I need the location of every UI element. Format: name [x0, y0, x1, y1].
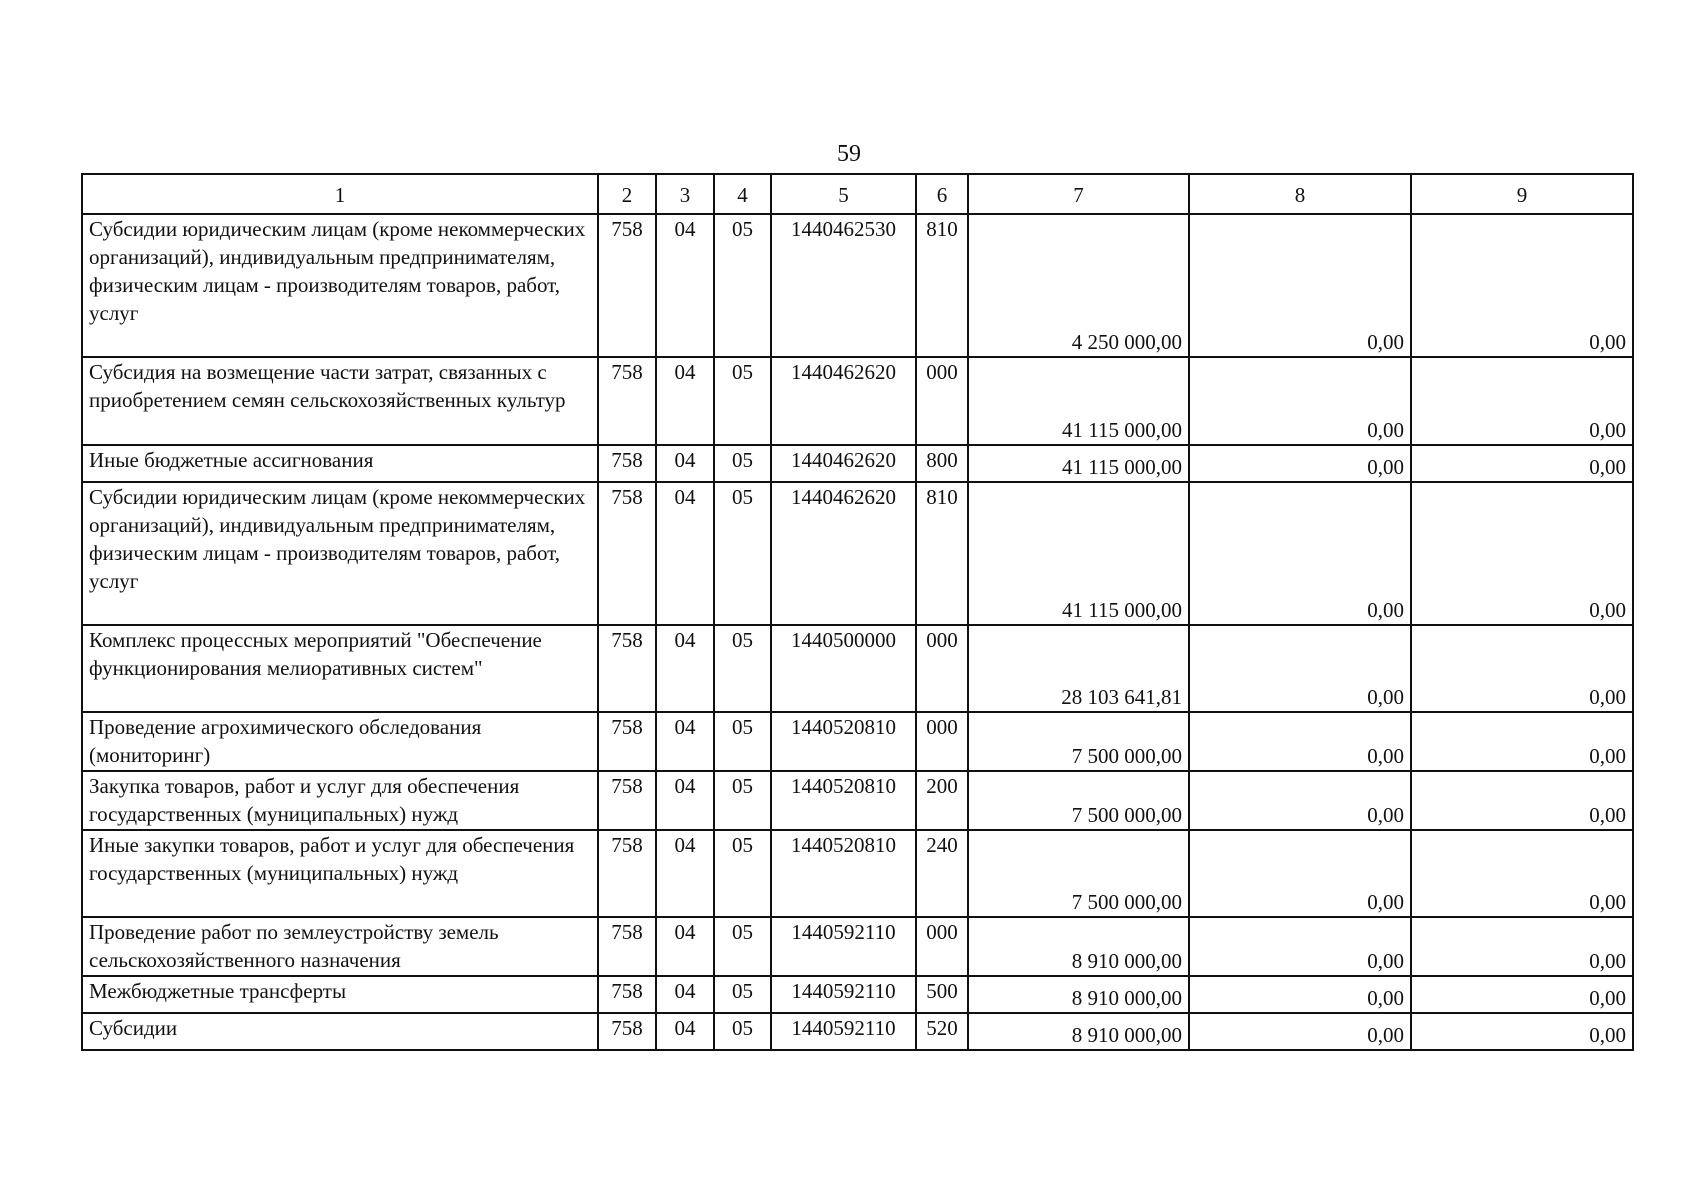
- section-code: 04: [656, 445, 714, 482]
- admin-code: 758: [598, 214, 656, 357]
- target-code: 1440500000: [771, 625, 916, 712]
- amount-col7: 7 500 000,00: [968, 830, 1189, 917]
- table-row: [82, 976, 1633, 1013]
- admin-code: 758: [598, 712, 656, 771]
- expense-type-code: 000: [916, 712, 968, 771]
- admin-code: 758: [598, 625, 656, 712]
- subsection-code: 05: [714, 771, 771, 830]
- amount-col9: 0,00: [1411, 830, 1633, 917]
- budget-table: [81, 173, 1634, 1051]
- admin-code: 758: [598, 976, 656, 1013]
- amount-col8: 0,00: [1189, 357, 1411, 445]
- column-header: 1: [82, 174, 598, 214]
- column-header: 7: [968, 174, 1189, 214]
- subsection-code: 05: [714, 976, 771, 1013]
- target-code: 1440592110: [771, 1013, 916, 1050]
- table-row: [82, 1013, 1633, 1050]
- admin-code: 758: [598, 771, 656, 830]
- amount-col9: 0,00: [1411, 1013, 1633, 1050]
- column-header: 9: [1411, 174, 1633, 214]
- amount-col8: 0,00: [1189, 712, 1411, 771]
- column-header: 8: [1189, 174, 1411, 214]
- amount-col8: 0,00: [1189, 917, 1411, 976]
- subsection-code: 05: [714, 214, 771, 357]
- admin-code: 758: [598, 917, 656, 976]
- column-header: 5: [771, 174, 916, 214]
- row-name: Проведение агрохимического обследования (мониторинг): [82, 712, 598, 771]
- section-code: 04: [656, 482, 714, 625]
- amount-col7: 8 910 000,00: [968, 1013, 1189, 1050]
- subsection-code: 05: [714, 917, 771, 976]
- row-name: Субсидия на возмещение части затрат, связанных с приобретением семян сельскохозяйственных культур: [82, 357, 598, 445]
- row-name: Субсидии юридическим лицам (кроме некоммерческих организаций), индивидуальным предпринимателям, физическим лицам - производителям товаров, работ, услуг: [82, 482, 598, 625]
- expense-type-code: 000: [916, 625, 968, 712]
- section-code: 04: [656, 976, 714, 1013]
- row-name: Комплекс процессных мероприятий "Обеспечение функционирования мелиоративных систем": [82, 625, 598, 712]
- target-code: 1440592110: [771, 917, 916, 976]
- amount-col7: 41 115 000,00: [968, 445, 1189, 482]
- amount-col7: 8 910 000,00: [968, 976, 1189, 1013]
- target-code: 1440462620: [771, 445, 916, 482]
- expense-type-code: 810: [916, 482, 968, 625]
- amount-col8: 0,00: [1189, 445, 1411, 482]
- target-code: 1440520810: [771, 712, 916, 771]
- section-code: 04: [656, 917, 714, 976]
- table-row: [82, 357, 1633, 445]
- table-row: [82, 445, 1633, 482]
- amount-col9: 0,00: [1411, 917, 1633, 976]
- amount-col7: 28 103 641,81: [968, 625, 1189, 712]
- amount-col7: 7 500 000,00: [968, 712, 1189, 771]
- amount-col9: 0,00: [1411, 625, 1633, 712]
- subsection-code: 05: [714, 1013, 771, 1050]
- section-code: 04: [656, 357, 714, 445]
- subsection-code: 05: [714, 482, 771, 625]
- column-header: 6: [916, 174, 968, 214]
- amount-col7: 41 115 000,00: [968, 357, 1189, 445]
- amount-col9: 0,00: [1411, 712, 1633, 771]
- amount-col9: 0,00: [1411, 357, 1633, 445]
- row-name: Субсидии юридическим лицам (кроме некоммерческих организаций), индивидуальным предпринимателям, физическим лицам - производителям товаров, работ, услуг: [82, 214, 598, 357]
- page-number: 59: [837, 141, 861, 167]
- amount-col8: 0,00: [1189, 214, 1411, 357]
- expense-type-code: 810: [916, 214, 968, 357]
- amount-col9: 0,00: [1411, 482, 1633, 625]
- table-row: [82, 830, 1633, 917]
- amount-col7: 4 250 000,00: [968, 214, 1189, 357]
- amount-col9: 0,00: [1411, 214, 1633, 357]
- expense-type-code: 240: [916, 830, 968, 917]
- section-code: 04: [656, 771, 714, 830]
- expense-type-code: 520: [916, 1013, 968, 1050]
- expense-type-code: 200: [916, 771, 968, 830]
- admin-code: 758: [598, 357, 656, 445]
- amount-col9: 0,00: [1411, 771, 1633, 830]
- amount-col8: 0,00: [1189, 1013, 1411, 1050]
- column-header: 3: [656, 174, 714, 214]
- expense-type-code: 000: [916, 357, 968, 445]
- target-code: 1440592110: [771, 976, 916, 1013]
- amount-col9: 0,00: [1411, 976, 1633, 1013]
- row-name: Закупка товаров, работ и услуг для обеспечения государственных (муниципальных) нужд: [82, 771, 598, 830]
- table-row: [82, 712, 1633, 771]
- section-code: 04: [656, 712, 714, 771]
- table-header-row: [82, 174, 1633, 214]
- expense-type-code: 800: [916, 445, 968, 482]
- row-name: Межбюджетные трансферты: [82, 976, 598, 1013]
- target-code: 1440520810: [771, 830, 916, 917]
- admin-code: 758: [598, 445, 656, 482]
- section-code: 04: [656, 625, 714, 712]
- subsection-code: 05: [714, 625, 771, 712]
- amount-col8: 0,00: [1189, 625, 1411, 712]
- target-code: 1440520810: [771, 771, 916, 830]
- amount-col8: 0,00: [1189, 830, 1411, 917]
- subsection-code: 05: [714, 357, 771, 445]
- amount-col8: 0,00: [1189, 482, 1411, 625]
- expense-type-code: 500: [916, 976, 968, 1013]
- amount-col8: 0,00: [1189, 771, 1411, 830]
- table-row: [82, 482, 1633, 625]
- section-code: 04: [656, 830, 714, 917]
- target-code: 1440462530: [771, 214, 916, 357]
- subsection-code: 05: [714, 712, 771, 771]
- section-code: 04: [656, 214, 714, 357]
- admin-code: 758: [598, 830, 656, 917]
- target-code: 1440462620: [771, 357, 916, 445]
- amount-col7: 7 500 000,00: [968, 771, 1189, 830]
- target-code: 1440462620: [771, 482, 916, 625]
- table-row: [82, 214, 1633, 357]
- table-row: [82, 625, 1633, 712]
- row-name: Иные бюджетные ассигнования: [82, 445, 598, 482]
- admin-code: 758: [598, 482, 656, 625]
- table-row: [82, 917, 1633, 976]
- row-name: Субсидии: [82, 1013, 598, 1050]
- column-header: 4: [714, 174, 771, 214]
- subsection-code: 05: [714, 830, 771, 917]
- admin-code: 758: [598, 1013, 656, 1050]
- column-header: 2: [598, 174, 656, 214]
- amount-col7: 8 910 000,00: [968, 917, 1189, 976]
- expense-type-code: 000: [916, 917, 968, 976]
- table-row: [82, 771, 1633, 830]
- section-code: 04: [656, 1013, 714, 1050]
- amount-col8: 0,00: [1189, 976, 1411, 1013]
- amount-col9: 0,00: [1411, 445, 1633, 482]
- subsection-code: 05: [714, 445, 771, 482]
- amount-col7: 41 115 000,00: [968, 482, 1189, 625]
- row-name: Проведение работ по землеустройству земель сельскохозяйственного назначения: [82, 917, 598, 976]
- row-name: Иные закупки товаров, работ и услуг для обеспечения государственных (муниципальных) нужд: [82, 830, 598, 917]
